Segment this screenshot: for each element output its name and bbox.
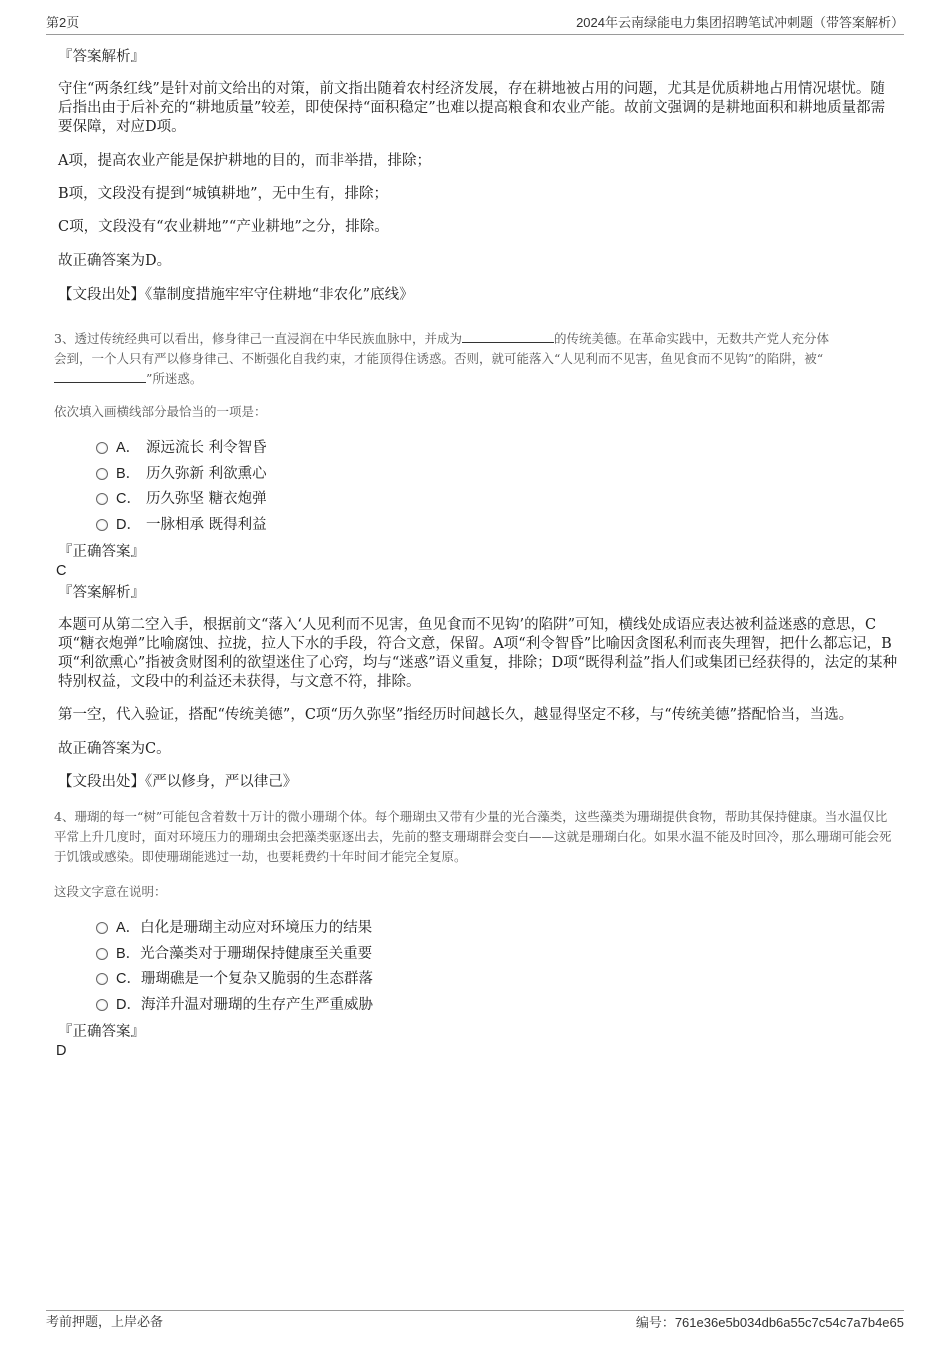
- q2-analysis-text: 守住“两条红线”是针对前文给出的对策，前文指出随着农村经济发展，存在耕地被占用的问题，尤其是优质耕地占用情况堪忧。随后指出由于后补充的“耕地质量”较差，即使保持“面积稳定”也难以提高粮食和农业产能。故前文强调的是耕地面积和耕地质量都需要保障，对应D项。: [58, 81, 886, 135]
- footer-code: 编号：761e36e5b034db6a55c7c54c7a7b4e65: [635, 1315, 904, 1331]
- q4-stem: 4、珊瑚的每一“树”可能包含着数十万计的微小珊瑚个体。每个珊瑚虫又带有少量的光合藻类，这些藻类为珊瑚提供食物，帮助其保持健康。当水温仅比平常上升几度时，面对环境压力的珊瑚虫会把藻类驱逐出去，先前的整支珊瑚群会变白——这就是珊瑚白化。如果水温不能及时回冷，那么珊瑚可能会死于饥饿或感染。即使珊瑚能逃过一劫，也要耗费约十年时间才能完全复原。: [54, 809, 892, 864]
- q3-option-a[interactable]: A． 源远流长 利令智昏: [96, 439, 267, 457]
- q3-analysis-text: 本题可从第二空入手，根据前文“落入‘人见利而不见害，鱼见食而不见钩’的陷阱”可知，横线处成语应表达被利益迷惑的意思，C项“糖衣炮弹”比喻腐蚀、拉拢，拉人下水的手段，符合文意，保留。A项“利令智昏”比喻因贪图私利而丧失理智，把什么都忘记，B项“利欲熏心”指被贪财图利的欲望迷住了心窍，均与“迷惑”语义重复，排除；D项“既得利益”指人们或集团已经获得的，法定的某种特别权益，文段中的利益还未获得，与文意不符，排除。: [58, 617, 898, 690]
- q4-option-d[interactable]: D．海洋升温对珊瑚的生存产生严重威胁: [96, 996, 373, 1014]
- q2-source: 【文段出处】《靠制度措施牢牢守住耕地“非农化”底线》: [58, 287, 414, 303]
- q2-analysis-a: A项，提高农业产能是保护耕地的目的，而非举措，排除；: [58, 153, 431, 169]
- page-number: 第2页: [46, 15, 80, 30]
- q4-answer-label: 『正确答案』: [58, 1024, 145, 1040]
- q4-option-c[interactable]: C．珊瑚礁是一个复杂又脆弱的生态群落: [96, 970, 373, 988]
- fill-blank-2: [54, 370, 146, 383]
- q2-analysis-c: C项，文段没有“农业耕地”“产业耕地”之分，排除。: [58, 219, 389, 235]
- radio-icon[interactable]: [96, 468, 108, 480]
- q3-conclusion: 故正确答案为C。: [58, 741, 171, 757]
- radio-icon[interactable]: [96, 999, 108, 1011]
- document-title: 2024年云南绿能电力集团招聘笔试冲刺题（带答案解析）: [576, 15, 904, 30]
- radio-icon[interactable]: [96, 519, 108, 531]
- q3-option-b[interactable]: B． 历久弥新 利欲熏心: [96, 465, 267, 483]
- q2-analysis-b: B项，文段没有提到“城镇耕地”，无中生有，排除；: [58, 186, 388, 202]
- q3-option-d[interactable]: D． 一脉相承 既得利益: [96, 516, 267, 534]
- radio-icon[interactable]: [96, 922, 108, 934]
- fill-blank-1: [462, 330, 554, 343]
- q3-answer-label: 『正确答案』: [58, 544, 145, 560]
- page-header: [46, 14, 904, 35]
- radio-icon[interactable]: [96, 973, 108, 985]
- q3-answer: C: [56, 563, 67, 579]
- radio-icon[interactable]: [96, 948, 108, 960]
- footer-slogan: 考前押题，上岸必备: [46, 1315, 164, 1330]
- q3-source: 【文段出处】《严以修身，严以律己》: [58, 774, 298, 790]
- q2-analysis-label: 『答案解析』: [58, 49, 145, 65]
- q2-conclusion: 故正确答案为D。: [58, 253, 172, 269]
- q4-option-b[interactable]: B．光合藻类对于珊瑚保持健康至关重要: [96, 945, 372, 963]
- page-footer: [46, 1310, 904, 1333]
- q4-ask: 这段文字意在说明：: [54, 884, 167, 899]
- radio-icon[interactable]: [96, 442, 108, 454]
- q3-stem: 3、透过传统经典可以看出，修身律己一直浸润在中华民族血脉中，并成为 的传统美德。在革命实践中，无数共产党人充分体 会到，一个人只有严以修身律己、不断强化自我约束，才能顶得住诱惑。否则，就可能落入“人见利而不见害，鱼见食而不见钩”的陷阱，被“ ”所迷惑。: [54, 331, 829, 386]
- q4-option-a[interactable]: A．白化是珊瑚主动应对环境压力的结果: [96, 919, 372, 937]
- q4-answer: D: [56, 1043, 67, 1059]
- q3-analysis-text-2: 第一空，代入验证，搭配“传统美德”，C项“历久弥坚”指经历时间越长久，越显得坚定不移，与“传统美德”搭配恰当，当选。: [58, 707, 854, 723]
- q3-option-c[interactable]: C． 历久弥坚 糖衣炮弹: [96, 490, 267, 508]
- q3-analysis-label: 『答案解析』: [58, 585, 145, 601]
- radio-icon[interactable]: [96, 493, 108, 505]
- q3-ask: 依次填入画横线部分最恰当的一项是：: [54, 404, 267, 419]
